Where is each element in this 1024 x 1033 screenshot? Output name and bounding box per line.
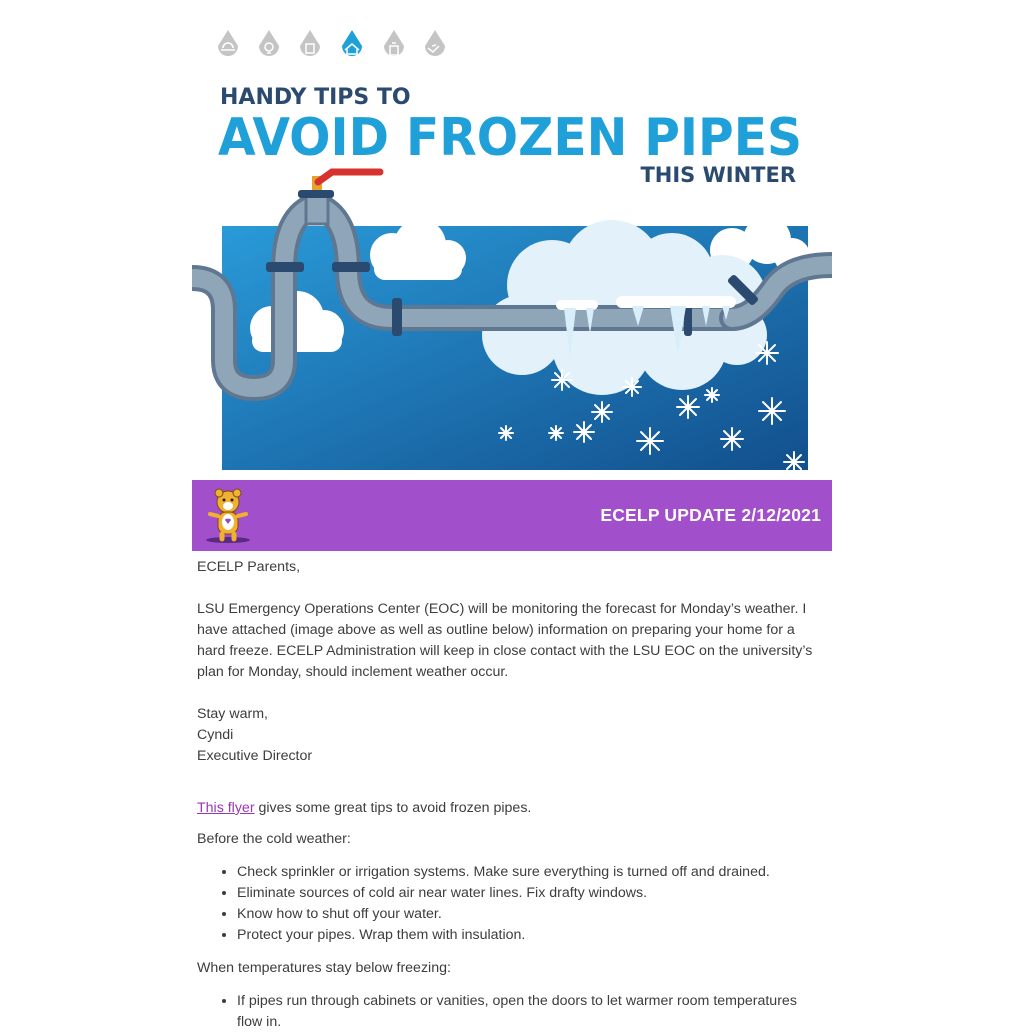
- greeting: ECELP Parents,: [197, 559, 301, 575]
- hero-line-2: AVOID FROZEN PIPES: [218, 108, 802, 168]
- hard-hat-icon: [218, 30, 238, 56]
- house-icon: [342, 30, 362, 56]
- banner-title: ECELP UPDATE 2/12/2021: [600, 505, 821, 525]
- below-freezing-list: [197, 991, 822, 1033]
- signer-role: Executive Director: [197, 748, 313, 764]
- main-paragraph: LSU Emergency Operations Center (EOC) will be monitoring the forecast for Monday’s weather. I have attached (image above as well as outline below) information on preparing your home for a hard freeze. ECELP Administration will keep in close contact with the LSU EOC on the university’s plan for Monday, should inclement weather occur.: [197, 601, 813, 680]
- faucet-valve: [312, 172, 380, 190]
- list-item: • Eliminate sources of cold air near water lines. Fix drafty windows.: [237, 883, 822, 904]
- list-item: • Protect your pipes. Wrap them with insulation.: [237, 925, 822, 946]
- frozen-pipes-illustration: [192, 0, 832, 472]
- signer-name: Cyndi: [197, 727, 234, 743]
- update-banner: [192, 480, 832, 551]
- lightbulb-icon: [259, 30, 279, 56]
- icon-row: [218, 30, 445, 56]
- list-item: • If pipes run through cabinets or vanities, open the doors to let warmer room temperatures flow in.: [237, 991, 822, 1033]
- flyer-link[interactable]: This flyer: [197, 800, 255, 816]
- handshake-icon: [425, 30, 445, 56]
- before-heading: Before the cold weather:: [197, 831, 351, 847]
- bottle-icon: [384, 30, 404, 56]
- before-list: [197, 862, 822, 946]
- flyer-sentence: [197, 798, 822, 819]
- email-body: [197, 557, 822, 1033]
- hero-image: [192, 0, 832, 472]
- list-item: • Know how to shut off your water.: [237, 904, 822, 925]
- hero-line-1: HANDY TIPS TO: [220, 85, 411, 110]
- cup-icon: [300, 30, 320, 56]
- tiger-mascot-icon: [204, 488, 252, 544]
- hero-line-3: THIS WINTER: [640, 163, 796, 187]
- email-container: [192, 0, 832, 472]
- list-item: • Check sprinkler or irrigation systems. Make sure everything is turned off and drained.: [237, 862, 822, 883]
- flyer-sentence-rest: gives some great tips to avoid frozen pipes.: [254, 800, 532, 816]
- below-freezing-heading: When temperatures stay below freezing:: [197, 960, 451, 976]
- signoff: Stay warm,: [197, 706, 268, 722]
